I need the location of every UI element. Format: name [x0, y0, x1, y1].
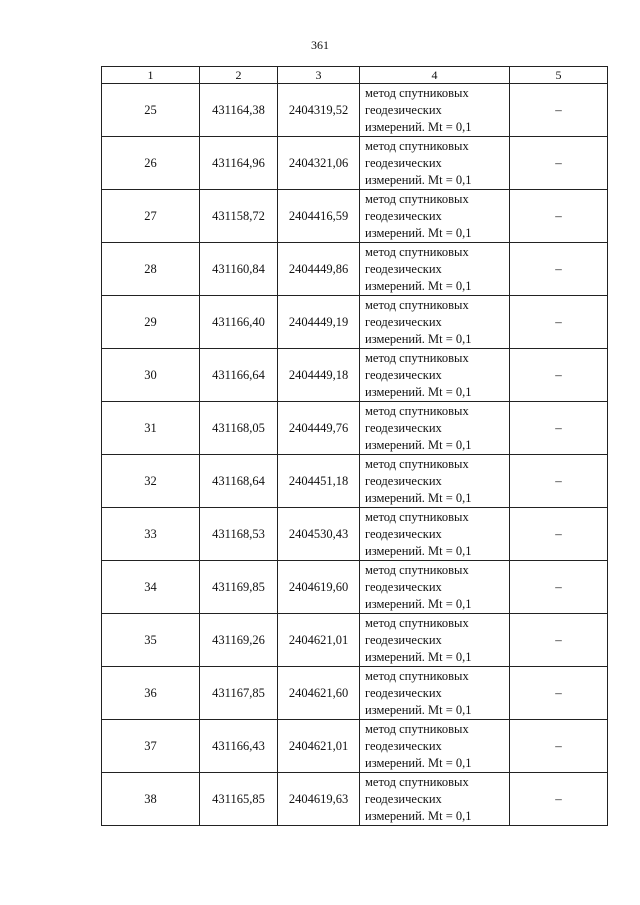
method-line: геодезических: [365, 791, 442, 806]
col5-cell: –: [510, 296, 608, 349]
y-coordinate-cell: 2404449,76: [278, 402, 360, 455]
col5-cell: –: [510, 190, 608, 243]
method-line: геодезических: [365, 261, 442, 276]
method-line: геодезических: [365, 420, 442, 435]
y-coordinate-cell: 2404449,19: [278, 296, 360, 349]
table-row: [102, 137, 608, 190]
method-cell: [360, 243, 510, 296]
method-line: геодезических: [365, 367, 442, 382]
point-number-cell: 37: [102, 720, 200, 773]
method-line: геодезических: [365, 579, 442, 594]
point-number-cell: 36: [102, 667, 200, 720]
col5-cell: –: [510, 508, 608, 561]
method-line: измерений. Mt = 0,1: [365, 437, 472, 452]
method-line: измерений. Mt = 0,1: [365, 172, 472, 187]
table-row: [102, 720, 608, 773]
x-coordinate-cell: 431165,85: [200, 773, 278, 826]
method-line: метод спутниковых: [365, 297, 469, 312]
col5-cell: –: [510, 561, 608, 614]
table-row: [102, 455, 608, 508]
table-row: [102, 190, 608, 243]
table-row: [102, 84, 608, 137]
method-line: измерений. Mt = 0,1: [365, 649, 472, 664]
table-row: [102, 243, 608, 296]
x-coordinate-cell: 431168,53: [200, 508, 278, 561]
y-coordinate-cell: 2404451,18: [278, 455, 360, 508]
table-row: [102, 773, 608, 826]
method-line: геодезических: [365, 632, 442, 647]
x-coordinate-cell: 431164,96: [200, 137, 278, 190]
method-cell: [360, 455, 510, 508]
method-line: геодезических: [365, 473, 442, 488]
y-coordinate-cell: 2404530,43: [278, 508, 360, 561]
point-number-cell: 26: [102, 137, 200, 190]
point-number-cell: 34: [102, 561, 200, 614]
method-line: метод спутниковых: [365, 615, 469, 630]
y-coordinate-cell: 2404619,60: [278, 561, 360, 614]
y-coordinate-cell: 2404449,18: [278, 349, 360, 402]
method-line: метод спутниковых: [365, 85, 469, 100]
col5-cell: –: [510, 720, 608, 773]
method-line: метод спутниковых: [365, 244, 469, 259]
col5-cell: –: [510, 349, 608, 402]
col5-cell: –: [510, 137, 608, 190]
table-row: [102, 667, 608, 720]
method-line: геодезических: [365, 208, 442, 223]
header-col-4: 4: [360, 67, 510, 84]
header-col-2: 2: [200, 67, 278, 84]
table-row: [102, 349, 608, 402]
y-coordinate-cell: 2404321,06: [278, 137, 360, 190]
method-cell: [360, 508, 510, 561]
col5-cell: –: [510, 84, 608, 137]
method-line: геодезических: [365, 102, 442, 117]
x-coordinate-cell: 431160,84: [200, 243, 278, 296]
y-coordinate-cell: 2404621,01: [278, 614, 360, 667]
y-coordinate-cell: 2404416,59: [278, 190, 360, 243]
coordinates-table: [101, 66, 608, 826]
method-line: измерений. Mt = 0,1: [365, 808, 472, 823]
page-number: 361: [311, 38, 329, 52]
method-line: метод спутниковых: [365, 456, 469, 471]
method-line: метод спутниковых: [365, 774, 469, 789]
point-number-cell: 25: [102, 84, 200, 137]
point-number-cell: 29: [102, 296, 200, 349]
table-header: [102, 67, 608, 84]
x-coordinate-cell: 431169,26: [200, 614, 278, 667]
point-number-cell: 28: [102, 243, 200, 296]
method-line: измерений. Mt = 0,1: [365, 225, 472, 240]
point-number-cell: 32: [102, 455, 200, 508]
method-line: измерений. Mt = 0,1: [365, 384, 472, 399]
table-body: [102, 84, 608, 826]
header-row: [102, 67, 608, 84]
table-row: [102, 402, 608, 455]
point-number-cell: 27: [102, 190, 200, 243]
method-cell: [360, 773, 510, 826]
method-line: метод спутниковых: [365, 668, 469, 683]
col5-cell: –: [510, 773, 608, 826]
point-number-cell: 30: [102, 349, 200, 402]
method-cell: [360, 190, 510, 243]
x-coordinate-cell: 431169,85: [200, 561, 278, 614]
method-line: метод спутниковых: [365, 350, 469, 365]
y-coordinate-cell: 2404621,01: [278, 720, 360, 773]
method-line: метод спутниковых: [365, 191, 469, 206]
method-cell: [360, 137, 510, 190]
point-number-cell: 33: [102, 508, 200, 561]
method-line: метод спутниковых: [365, 403, 469, 418]
method-cell: [360, 349, 510, 402]
method-line: измерений. Mt = 0,1: [365, 543, 472, 558]
y-coordinate-cell: 2404621,60: [278, 667, 360, 720]
method-line: измерений. Mt = 0,1: [365, 755, 472, 770]
y-coordinate-cell: 2404319,52: [278, 84, 360, 137]
col5-cell: –: [510, 402, 608, 455]
col5-cell: –: [510, 243, 608, 296]
method-line: измерений. Mt = 0,1: [365, 490, 472, 505]
method-line: геодезических: [365, 526, 442, 541]
method-cell: [360, 720, 510, 773]
method-cell: [360, 402, 510, 455]
x-coordinate-cell: 431166,64: [200, 349, 278, 402]
point-number-cell: 31: [102, 402, 200, 455]
table-row: [102, 614, 608, 667]
method-line: измерений. Mt = 0,1: [365, 119, 472, 134]
method-cell: [360, 614, 510, 667]
table-row: [102, 296, 608, 349]
method-line: метод спутниковых: [365, 721, 469, 736]
method-cell: [360, 667, 510, 720]
y-coordinate-cell: 2404619,63: [278, 773, 360, 826]
header-col-5: 5: [510, 67, 608, 84]
col5-cell: –: [510, 455, 608, 508]
point-number-cell: 35: [102, 614, 200, 667]
method-line: метод спутниковых: [365, 138, 469, 153]
point-number-cell: 38: [102, 773, 200, 826]
method-line: измерений. Mt = 0,1: [365, 596, 472, 611]
y-coordinate-cell: 2404449,86: [278, 243, 360, 296]
col5-cell: –: [510, 667, 608, 720]
method-cell: [360, 84, 510, 137]
x-coordinate-cell: 431167,85: [200, 667, 278, 720]
x-coordinate-cell: 431168,64: [200, 455, 278, 508]
header-col-3: 3: [278, 67, 360, 84]
method-line: измерений. Mt = 0,1: [365, 278, 472, 293]
method-line: геодезических: [365, 738, 442, 753]
x-coordinate-cell: 431164,38: [200, 84, 278, 137]
method-line: геодезических: [365, 314, 442, 329]
method-line: геодезических: [365, 155, 442, 170]
header-col-1: 1: [102, 67, 200, 84]
x-coordinate-cell: 431166,43: [200, 720, 278, 773]
table-row: [102, 561, 608, 614]
method-line: геодезических: [365, 685, 442, 700]
x-coordinate-cell: 431168,05: [200, 402, 278, 455]
method-line: метод спутниковых: [365, 509, 469, 524]
x-coordinate-cell: 431158,72: [200, 190, 278, 243]
method-line: измерений. Mt = 0,1: [365, 331, 472, 346]
x-coordinate-cell: 431166,40: [200, 296, 278, 349]
method-line: метод спутниковых: [365, 562, 469, 577]
method-cell: [360, 296, 510, 349]
table-row: [102, 508, 608, 561]
method-line: измерений. Mt = 0,1: [365, 702, 472, 717]
method-cell: [360, 561, 510, 614]
col5-cell: –: [510, 614, 608, 667]
